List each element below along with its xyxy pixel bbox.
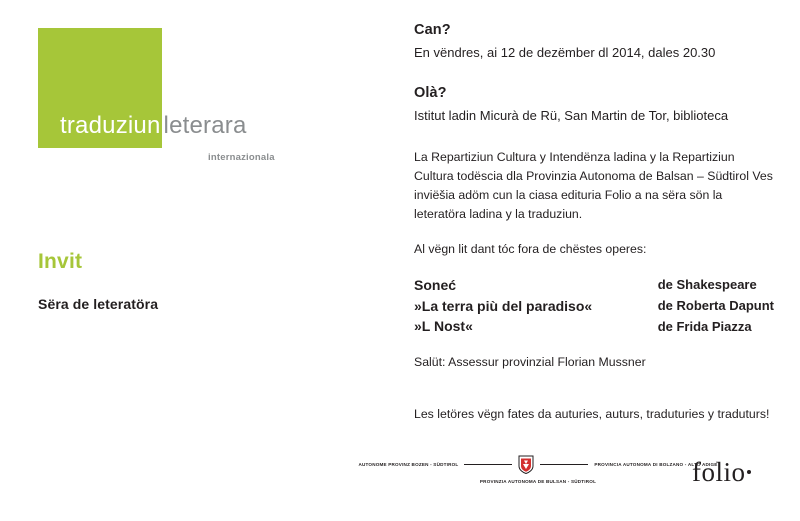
where-text: Istitut ladin Micurà de Rü, San Martin de Tor, biblioteca — [414, 107, 729, 123]
logo-word-leterara: leterara — [163, 112, 247, 139]
folio-wordmark: folio — [692, 457, 746, 487]
spacer — [414, 259, 774, 275]
closing-text: Les letöres vëgn fates da auturies, auturs, traduturies y traduturs! — [414, 406, 770, 421]
folio-dot-icon — [747, 470, 751, 474]
work-title: Soneć — [414, 276, 457, 293]
when-text: En vëndres, ai 12 de dezëmber dl 2014, dales 20.30 — [414, 45, 716, 60]
footer — [0, 455, 800, 503]
work-title: »La terra più del paradiso« — [414, 297, 593, 314]
work-author: de Frida Piazza — [657, 318, 752, 334]
spacer — [414, 224, 774, 240]
spacer — [414, 337, 774, 353]
greeting-text: Salüt: Assessur provinzial Florian Mussner — [414, 355, 646, 370]
spacer — [414, 126, 774, 148]
page-subtitle: Sëra de leteratöra — [38, 296, 159, 312]
where-heading: Olà? — [414, 84, 447, 101]
spacer — [414, 63, 774, 85]
works-lead-text: Al vëgn lit dant tóc fora de chëstes operes: — [414, 241, 647, 256]
coat-of-arms-icon — [518, 455, 534, 474]
work-title: »L Nost« — [414, 318, 473, 335]
when-heading: Can? — [414, 22, 451, 38]
province-name-german: AUTONOME PROVINZ BOZEN - SÜDTIROL — [358, 462, 459, 467]
divider-right — [540, 464, 588, 465]
right-column — [414, 22, 774, 423]
traduziun-leterara-logo — [38, 28, 275, 163]
spacer — [414, 372, 774, 394]
province-logo-row — [358, 455, 718, 474]
page-title: Invit — [38, 250, 83, 273]
logo-wordmark — [60, 114, 247, 138]
logo-subtitle: internazionala — [208, 152, 275, 163]
province-name-italian: PROVINCIA AUTONOMA DI BOLZANO - ALTO ADIGE — [594, 462, 718, 467]
work-author: de Shakespeare — [657, 276, 757, 292]
works-titles-column — [414, 275, 658, 337]
logo-word-traduziun: traduziun — [60, 112, 161, 139]
province-logo — [358, 455, 718, 484]
spacer — [414, 394, 774, 405]
intro-paragraph: La Repartiziun Cultura y Intendënza ladina y la Repartiziun Cultura todëscia dla Provinzia Autonoma de Balsan – Südtirol Ves inviëšia adöm cun la ciasa edituria Folio a na sëra sön la leteratöra ladina y la traduziun. — [414, 149, 773, 221]
province-name-ladin: PROVINZIA AUTONOMA DE BULSAN - SÜDTIROL — [479, 479, 597, 484]
work-author: de Roberta Dapunt — [657, 297, 774, 313]
works-authors-column — [658, 275, 774, 337]
folio-publisher-logo — [692, 457, 751, 488]
divider-left — [464, 464, 512, 465]
works-list — [414, 275, 774, 337]
